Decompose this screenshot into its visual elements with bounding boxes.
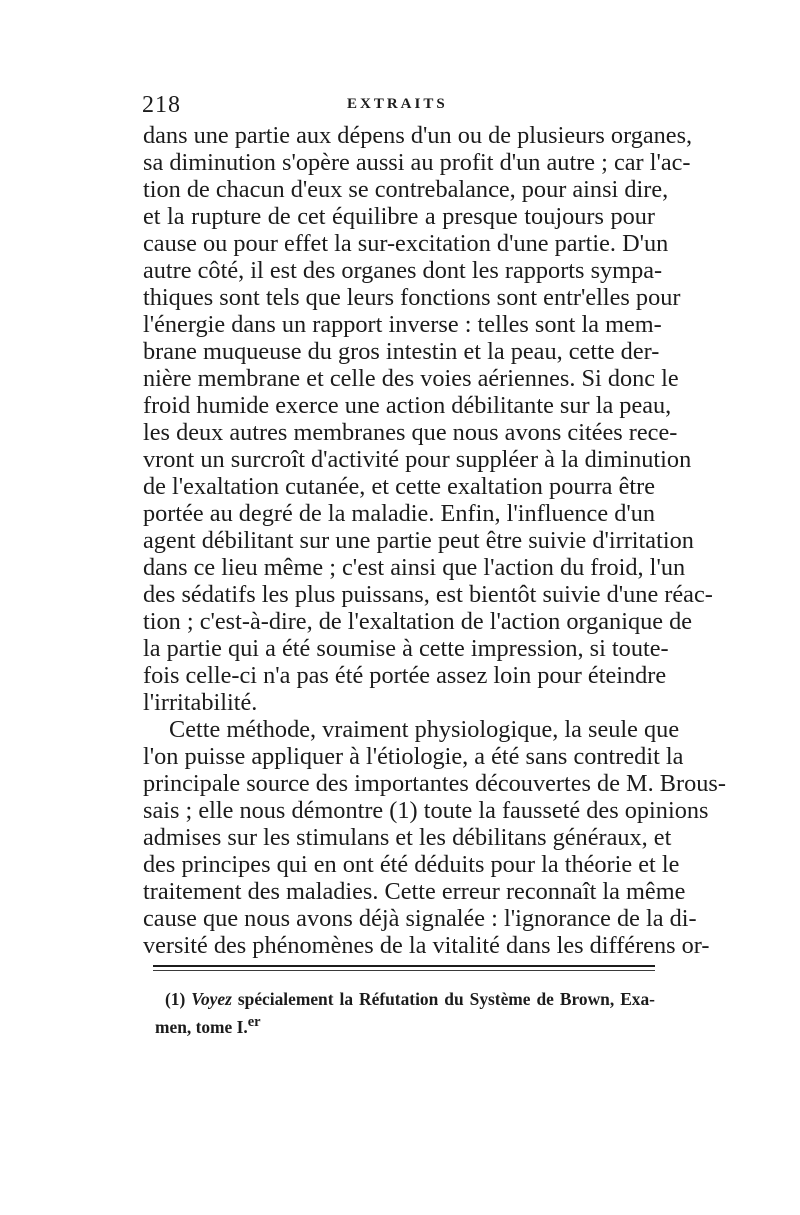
- body-text: [143, 122, 726, 959]
- text-line: de l'exaltation cutanée, et cette exaltation pourra être: [143, 473, 655, 500]
- text-line: froid humide exerce une action débilitante sur la peau,: [143, 392, 672, 419]
- text-line: la partie qui a été soumise à cette impression, si toute-: [143, 635, 669, 662]
- footnote-italic-word: Voyez: [191, 989, 232, 1009]
- text-line: brane muqueuse du gros intestin et la peau, cette der-: [143, 338, 660, 365]
- footnote-rule: [153, 965, 655, 967]
- text-line: tion ; c'est-à-dire, de l'exaltation de l'action organique de: [143, 608, 693, 635]
- text-line: tion de chacun d'eux se contrebalance, pour ainsi dire,: [143, 176, 669, 203]
- footnote-marker: (1): [165, 989, 186, 1009]
- paragraph-end-line: l'irritabilité.: [143, 689, 258, 716]
- text-line: agent débilitant sur une partie peut être suivie d'irritation: [143, 527, 694, 554]
- footnote: [155, 988, 655, 1037]
- paragraph-start-line: Cette méthode, vraiment physiologique, la seule que: [169, 716, 680, 743]
- text-line: dans une partie aux dépens d'un ou de plusieurs organes,: [143, 122, 693, 149]
- footnote-line: [165, 988, 655, 1011]
- text-line: cause ou pour effet la sur-excitation d'une partie. D'un: [143, 230, 669, 257]
- text-line: autre côté, il est des organes dont les rapports sympa-: [143, 257, 663, 284]
- footnote-text: spécialement la Réfutation du Système de Brown, Exa-: [237, 989, 655, 1009]
- footnote-text-continued: men, tome I.: [155, 1016, 248, 1037]
- text-line: nière membrane et celle des voies aériennes. Si donc le: [143, 365, 679, 392]
- text-line: sa diminution s'opère aussi au profit d'un autre ; car l'ac-: [143, 149, 691, 176]
- text-line: portée au degré de la maladie. Enfin, l'influence d'un: [143, 500, 656, 527]
- text-line: sais ; elle nous démontre (1) toute la fausseté des opinions: [143, 797, 709, 824]
- text-line: vront un surcroît d'activité pour suppléer à la diminution: [143, 446, 692, 473]
- text-line: des principes qui en ont été déduits pour la théorie et le: [143, 851, 680, 878]
- text-line: les deux autres membranes que nous avons citées rece-: [143, 419, 678, 446]
- text-line: fois celle-ci n'a pas été portée assez loin pour éteindre: [143, 662, 667, 689]
- text-line: et la rupture de cet équilibre a presque toujours pour: [143, 203, 655, 230]
- running-title: EXTRAITS: [347, 96, 448, 112]
- text-line: l'on puisse appliquer à l'étiologie, a été sans contredit la: [143, 743, 684, 770]
- text-line: admises sur les stimulans et les débilitans généraux, et: [143, 824, 672, 851]
- text-line: traitement des maladies. Cette erreur reconnaît la même: [143, 878, 686, 905]
- footnote-superscript: er: [247, 1014, 261, 1030]
- running-head: [142, 92, 662, 118]
- text-line: cause que nous avons déjà signalée : l'ignorance de la di-: [143, 905, 697, 932]
- text-line: thiques sont tels que leurs fonctions sont entr'elles pour: [143, 284, 681, 311]
- text-line: des sédatifs les plus puissans, est bientôt suivie d'une réac-: [143, 581, 713, 608]
- text-line: principale source des importantes découvertes de M. Brous-: [143, 770, 726, 797]
- text-line: dans ce lieu même ; c'est ainsi que l'action du froid, l'un: [143, 554, 686, 581]
- text-line: versité des phénomènes de la vitalité dans les différens or-: [143, 932, 710, 959]
- page-number: 218: [142, 92, 181, 118]
- footnote-rule-thin: [153, 970, 655, 971]
- footnote-line: [155, 1011, 655, 1037]
- text-line: l'énergie dans un rapport inverse : telles sont la mem-: [143, 311, 662, 338]
